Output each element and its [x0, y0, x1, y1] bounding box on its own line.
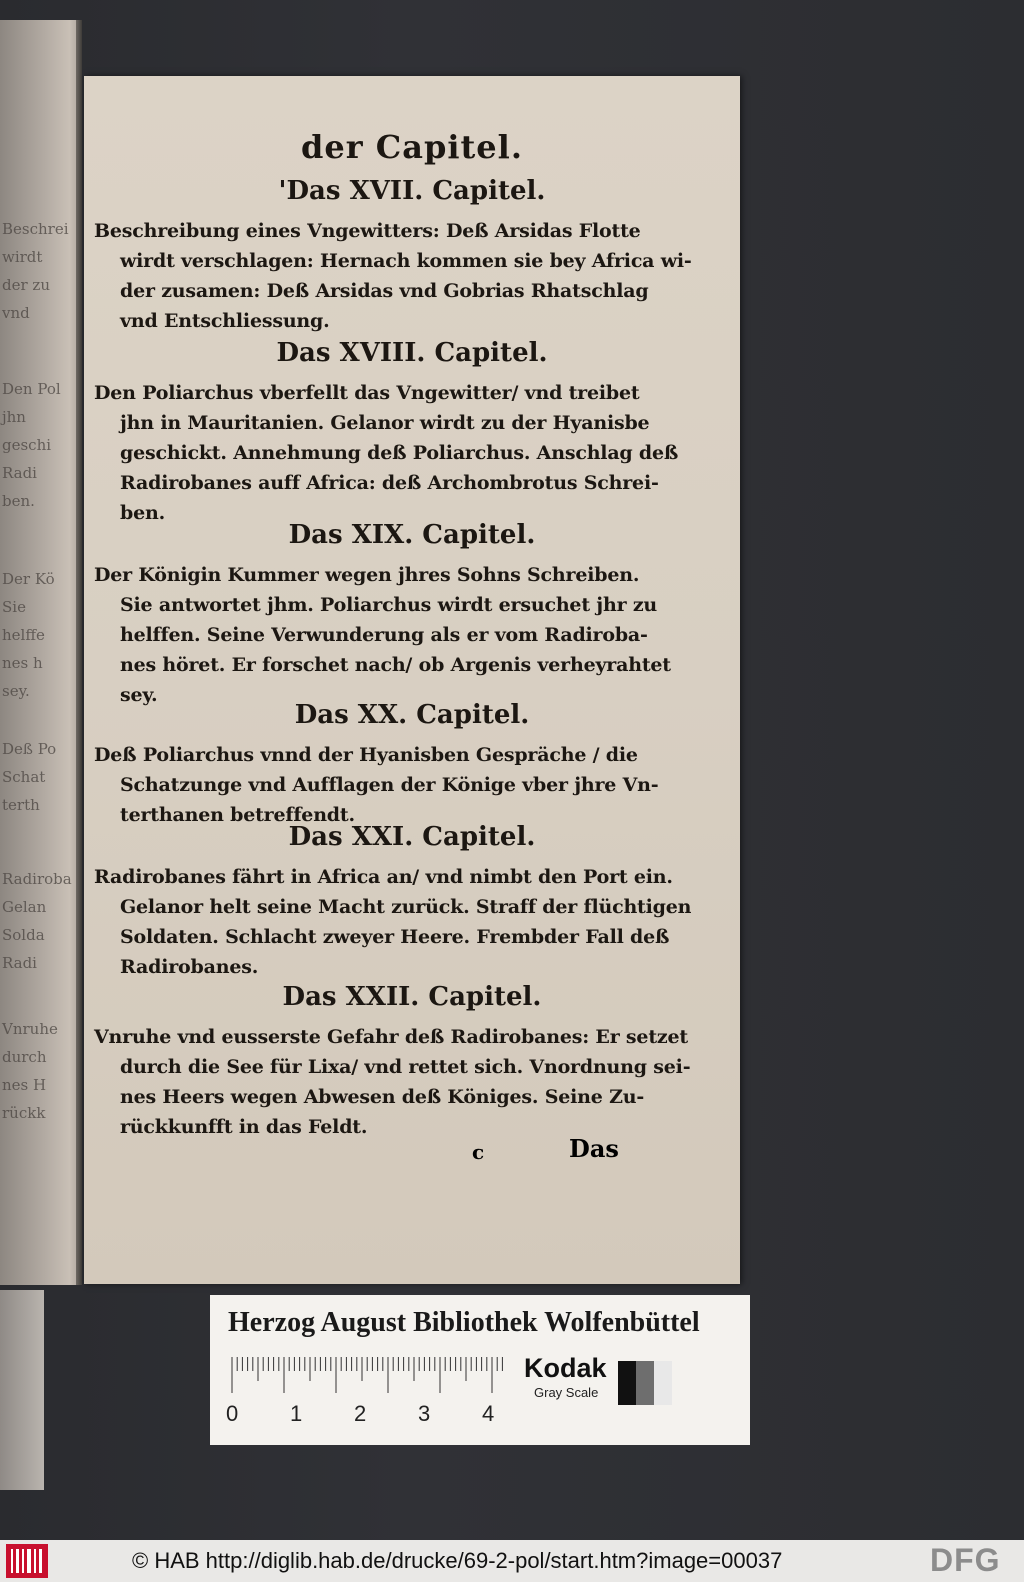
chapter-summary-line: Der Königin Kummer wegen jhres Sohns Schreiben.	[94, 564, 640, 586]
signature-mark: c	[472, 1140, 485, 1164]
funder-logo: DFG	[930, 1542, 1001, 1578]
chapter-heading: Das XXI. Capitel.	[288, 822, 536, 852]
facing-page-fragment-line: vnd	[2, 304, 30, 322]
chapter-summary-line: durch die See für Lixa/ vnd rettet sich. Vnordnung sei-	[120, 1056, 691, 1078]
chapter-heading: Das XXII. Capitel.	[282, 982, 542, 1012]
chapter-summary-line: Schatzunge vnd Aufflagen der Könige vber jhre Vn-	[120, 774, 659, 796]
facing-page-fragment	[0, 20, 82, 1285]
facing-page-fragment-line: wirdt	[2, 248, 43, 266]
ruler-number: 4	[482, 1401, 495, 1426]
chapter-summary-line: rückkunfft in das Feldt.	[120, 1116, 368, 1138]
facing-page-fragment-line: ben.	[2, 492, 35, 510]
facing-page-fragment-line: Schat	[2, 768, 46, 786]
facing-page-fragment-line: terth	[2, 796, 40, 814]
source-url[interactable]: © HAB http://diglib.hab.de/drucke/69-2-pol/start.htm?image=00037	[132, 1548, 783, 1573]
chapter-summary-line: Beschreibung eines Vngewitters: Deß Arsidas Flotte	[94, 220, 641, 242]
facing-page-fragment-line: Deß Po	[2, 740, 57, 758]
chapter-summary-line: Radirobanes.	[120, 956, 259, 978]
facing-page-fragment-line: Radi	[2, 464, 37, 482]
chapter-heading: Das XX. Capitel.	[294, 700, 530, 730]
chapter-heading: Das XVIII. Capitel.	[276, 338, 548, 368]
page-gutter	[76, 20, 82, 1285]
chapter-summary-line: nes Heers wegen Abwesen deß Königes. Seine Zu-	[120, 1086, 645, 1108]
facing-page-fragment-line: Vnruhe	[2, 1020, 58, 1038]
chapter-summary-line: der zusamen: Deß Arsidas vnd Gobrias Rhatschlag	[120, 280, 649, 302]
chapter-summary-line: helffen. Seine Verwunderung als er vom Radiroba-	[120, 624, 648, 646]
library-name: Herzog August Bibliothek Wolfenbüttel	[228, 1307, 700, 1338]
chapter-summary-line: Soldaten. Schlacht zweyer Heere. Frembder Fall deß	[120, 926, 670, 948]
facing-page-fragment-line: Solda	[2, 926, 45, 944]
facing-page-fragment-line: Gelan	[2, 898, 47, 916]
chapter-summary-line: Deß Poliarchus vnnd der Hyanisben Gespräche / die	[94, 744, 638, 766]
gray-swatch	[636, 1361, 654, 1405]
facing-page-fragment-line: Beschrei	[2, 220, 69, 238]
brand-subtitle: Gray Scale	[534, 1385, 599, 1400]
book-page	[84, 76, 740, 1284]
chapter-summary-line: Radirobanes fährt in Africa an/ vnd nimbt den Port ein.	[94, 866, 673, 888]
chapter-summary-line: Den Poliarchus vberfellt das Vngewitter/ vnd treibet	[94, 382, 640, 404]
facing-page-fragment-line: geschi	[2, 436, 52, 454]
facing-page-fragment-line: sey.	[2, 682, 30, 700]
running-head: der Capitel.	[301, 128, 523, 166]
barcode-logo-icon	[6, 1544, 48, 1578]
gray-scale-swatches	[618, 1361, 672, 1405]
facing-page-fragment-line: Den Pol	[2, 380, 61, 398]
chapter-heading: 'Das XVII. Capitel.	[278, 176, 546, 206]
ruler-number: 2	[354, 1401, 367, 1426]
chapter-heading: Das XIX. Capitel.	[288, 520, 536, 550]
facing-page-fragment-line: Der Kö	[2, 570, 55, 588]
table-of-contents	[84, 76, 740, 1284]
ruler-number: 1	[290, 1401, 303, 1426]
color-calibration-card	[210, 1295, 750, 1445]
chapter-summary-line: jhn in Mauritanien. Gelanor wirdt zu der Hyanisbe	[120, 412, 650, 434]
facing-page-fragment-line: rückk	[2, 1104, 46, 1122]
facing-page-fragment-line: Radiroba	[2, 870, 72, 888]
gray-swatch	[654, 1361, 672, 1405]
chapter-summary-line: nes höret. Er forschet nach/ ob Argenis verheyrahtet	[120, 654, 671, 676]
facing-page-fragment-line: Sie	[2, 598, 26, 616]
chapter-summary-line: sey.	[120, 684, 158, 706]
facing-page-fragment-line: Radi	[2, 954, 37, 972]
chapter-summary-line: terthanen betreffendt.	[120, 804, 355, 826]
facing-page-fragment-line: helffe	[2, 626, 45, 644]
ruler-number: 0	[226, 1401, 239, 1426]
chapter-summary-line: Vnruhe vnd eusserste Gefahr deß Radirobanes: Er setzet	[94, 1026, 688, 1048]
gray-swatch	[618, 1361, 636, 1405]
chapter-summary-line: Radirobanes auff Africa: deß Archombrotus Schrei-	[120, 472, 659, 494]
facing-page-fragment-line: nes h	[2, 654, 43, 672]
facing-page-fragment-line: nes H	[2, 1076, 47, 1094]
facing-page-fragment-line: durch	[2, 1048, 47, 1066]
chapter-summary-line: vnd Entschliessung.	[120, 310, 330, 332]
footer-bar	[0, 1540, 1024, 1582]
facing-page-fragment-line: jhn	[2, 408, 26, 426]
chapter-summary-line: ben.	[120, 502, 166, 524]
brand-logo: Kodak	[524, 1353, 607, 1383]
ruler-number: 3	[418, 1401, 431, 1426]
chapter-summary-line: Gelanor helt seine Macht zurück. Straff der flüchtigen	[120, 896, 692, 918]
chapter-summary-line: wirdt verschlagen: Hernach kommen sie bey Africa wi-	[120, 250, 692, 272]
chapter-summary-line: Sie antwortet jhm. Poliarchus wirdt ersuchet jhr zu	[120, 594, 658, 616]
facing-page-fragment-line: der zu	[2, 276, 50, 294]
chapter-summary-line: geschickt. Annehmung deß Poliarchus. Anschlag deß	[120, 442, 679, 464]
ruler-scale	[230, 1357, 515, 1393]
facing-page-lower-edge	[0, 1290, 44, 1490]
catchword: Das	[569, 1134, 619, 1163]
